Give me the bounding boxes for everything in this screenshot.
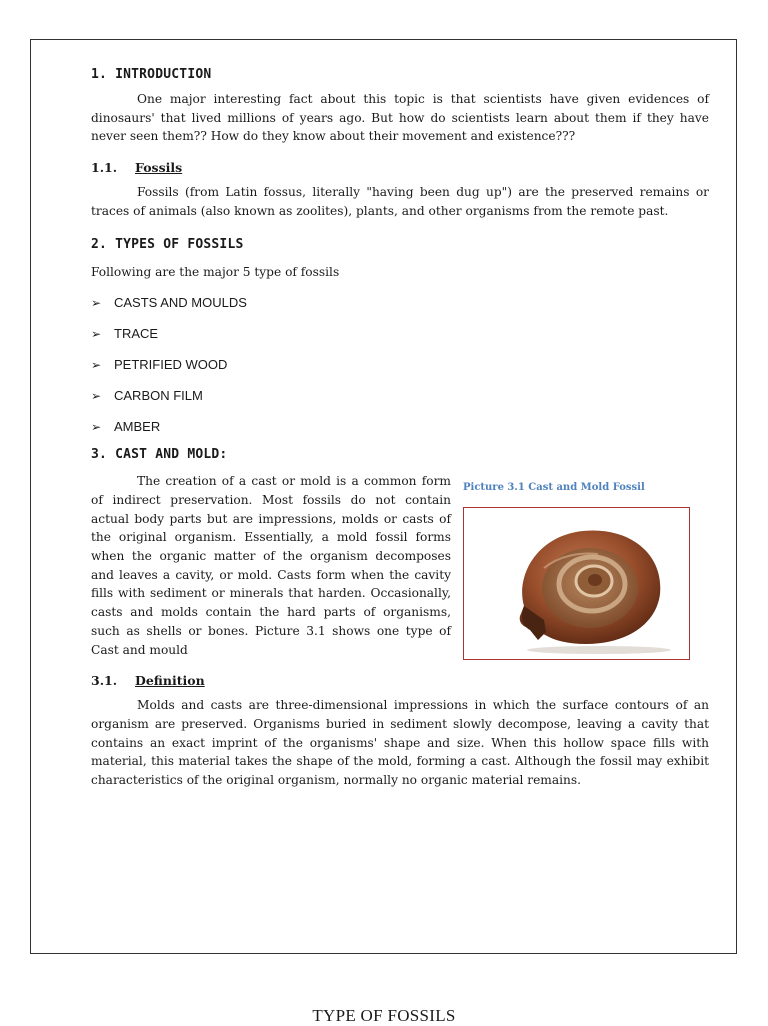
list-item: ➢ TRACE: [91, 326, 159, 342]
document-content: [91, 67, 709, 790]
page-frame: [30, 39, 737, 954]
cast-mold-heading: 3. CAST AND MOLD:: [91, 447, 228, 463]
list-item: ➢ CARBON FILM: [91, 388, 203, 404]
types-lead: Following are the major 5 type of fossils: [91, 264, 340, 279]
fossil-figure: [463, 482, 710, 660]
introduction-heading: 1. INTRODUCTION: [91, 67, 212, 82]
fossil-types-list: [91, 294, 709, 449]
fossil-image-frame: [463, 507, 690, 660]
fossils-heading: [91, 160, 709, 175]
introduction-paragraph: One major interesting fact about this topic is that scientists have given evidences of dinosaurs' that lived millions of years ago. But how do scientists learn about them if they have never seen them?? How do they know about their movement and existence???: [91, 92, 709, 144]
cast-mold-section: [91, 472, 709, 659]
definition-paragraph: Molds and casts are three-dimensional impressions in which the surface contours of an organism are preserved. Organisms buried in sediment slowly decompose, leaving a cavity that contains an exact imprint of the organisms' shape and size. When this hollow space fills with material, this material takes the shape of the mold, forming a cast. Although the fossil may exhibit characteristics of the original organism, normally no organic material remains.: [91, 698, 709, 788]
footer-title: TYPE OF FOSSILS: [312, 1006, 456, 1025]
arrow-bullet-icon: ➢: [91, 296, 102, 311]
list-item: ➢ AMBER: [91, 419, 161, 435]
fossils-heading-title: Fossils: [135, 160, 183, 176]
list-item: ➢ PETRIFIED WOOD: [91, 357, 228, 373]
figure-caption: Picture 3.1 Cast and Mold Fossil: [463, 482, 645, 494]
definition-heading-title: Definition: [135, 673, 205, 689]
arrow-bullet-icon: ➢: [91, 420, 102, 435]
fossils-paragraph: Fossils (from Latin fossus, literally "having been dug up") are the preserved remains or traces of animals (also known as zoolites), plants, and other organisms from the remote past.: [91, 185, 709, 218]
list-item: ➢ CASTS AND MOULDS: [91, 295, 247, 311]
definition-heading-number: 3.1.: [91, 673, 118, 689]
arrow-bullet-icon: ➢: [91, 327, 102, 342]
cast-mold-paragraph: The creation of a cast or mold is a common form of indirect preservation. Most fossils do not contain actual body parts but are impressions, molds or casts of the original organism. Essentially, a mold fossil forms when the organic matter of the organism decomposes and leaves a cavity, or mold. Casts form when the cavity fills with sediment or minerals that harden. Occasionally, casts and molds contain the hard parts of organisms, such as shells or bones. Picture 3.1 shows one type of Cast and mould: [91, 474, 451, 657]
definition-heading: [91, 673, 709, 688]
arrow-bullet-icon: ➢: [91, 389, 102, 404]
fossils-heading-number: 1.1.: [91, 160, 118, 176]
ammonite-fossil-image: [464, 508, 689, 659]
types-heading: 2. TYPES OF FOSSILS: [91, 236, 244, 252]
arrow-bullet-icon: ➢: [91, 358, 102, 373]
